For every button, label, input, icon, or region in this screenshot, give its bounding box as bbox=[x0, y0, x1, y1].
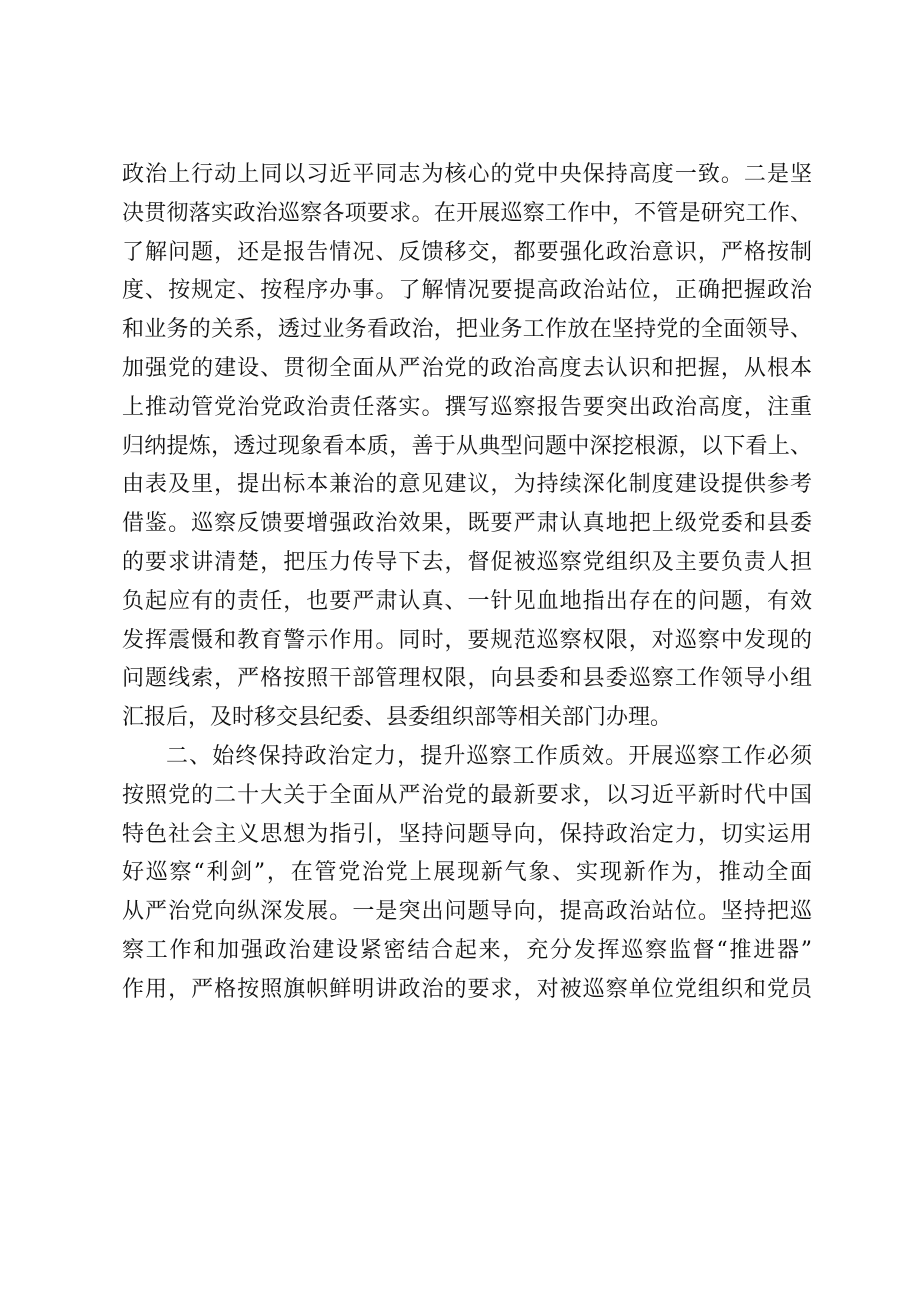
text-line: 政治上行动上同以习近平同志为核心的党中央保持高度一致。二是坚 bbox=[122, 162, 812, 187]
text-line: 汇报后，及时移交县纪委、县委组织部等相关部门办理。 bbox=[122, 705, 673, 731]
text-line: 作用，严格按照旗帜鲜明讲政治的要求，对被巡察单位党组织和党员 bbox=[122, 976, 812, 1002]
text-line: 从严治党向纵深发展。一是突出问题导向，提高政治站位。坚持把巡 bbox=[122, 899, 812, 925]
text-line: 二、始终保持政治定力，提升巡察工作质效。开展巡察工作必须 bbox=[166, 743, 812, 769]
text-line: 归纳提炼，透过现象看本质，善于从典型问题中深挖根源，以下看上、 bbox=[122, 433, 812, 459]
text-line: 由表及里，提出标本兼治的意见建议，为持续深化制度建设提供参考 bbox=[122, 472, 812, 498]
text-line: 了解问题，还是报告情况、反馈移交，都要强化政治意识，严格按制 bbox=[122, 239, 812, 265]
text-line: 问题线索，严格按照干部管理权限，向县委和县委巡察工作领导小组 bbox=[122, 666, 812, 692]
text-line: 决贯彻落实政治巡察各项要求。在开展巡察工作中，不管是研究工作、 bbox=[122, 200, 812, 226]
text-line: 特色社会主义思想为指引，坚持问题导向，保持政治定力，切实运用 bbox=[122, 821, 812, 847]
text-line: 负起应有的责任，也要严肃认真、一针见血地指出存在的问题，有效 bbox=[122, 588, 812, 614]
paragraph-1 bbox=[122, 156, 812, 738]
text-line: 上推动管党治党政治责任落实。撰写巡察报告要突出政治高度，注重 bbox=[122, 394, 812, 420]
paragraph-2 bbox=[122, 738, 812, 1010]
text-line: 的要求讲清楚，把压力传导下去，督促被巡察党组织及主要负责人担 bbox=[122, 549, 812, 575]
text-line: 好巡察“利剑”，在管党治党上展现新气象、实现新作为，推动全面 bbox=[122, 860, 812, 886]
text-line: 察工作和加强政治建设紧密结合起来，充分发挥巡察监督“推进器” bbox=[122, 937, 812, 963]
document-body bbox=[122, 156, 812, 1010]
text-line: 和业务的关系，透过业务看政治，把业务工作放在坚持党的全面领导、 bbox=[122, 317, 812, 343]
text-line: 发挥震慑和教育警示作用。同时，要规范巡察权限，对巡察中发现的 bbox=[122, 627, 812, 653]
text-line: 借鉴。巡察反馈要增强政治效果，既要严肃认真地把上级党委和县委 bbox=[122, 511, 812, 537]
text-line: 度、按规定、按程序办事。了解情况要提高政治站位，正确把握政治 bbox=[122, 278, 812, 304]
text-line: 按照党的二十大关于全面从严治党的最新要求，以习近平新时代中国 bbox=[122, 782, 812, 808]
text-line: 加强党的建设、贯彻全面从严治党的政治高度去认识和把握，从根本 bbox=[122, 355, 812, 381]
